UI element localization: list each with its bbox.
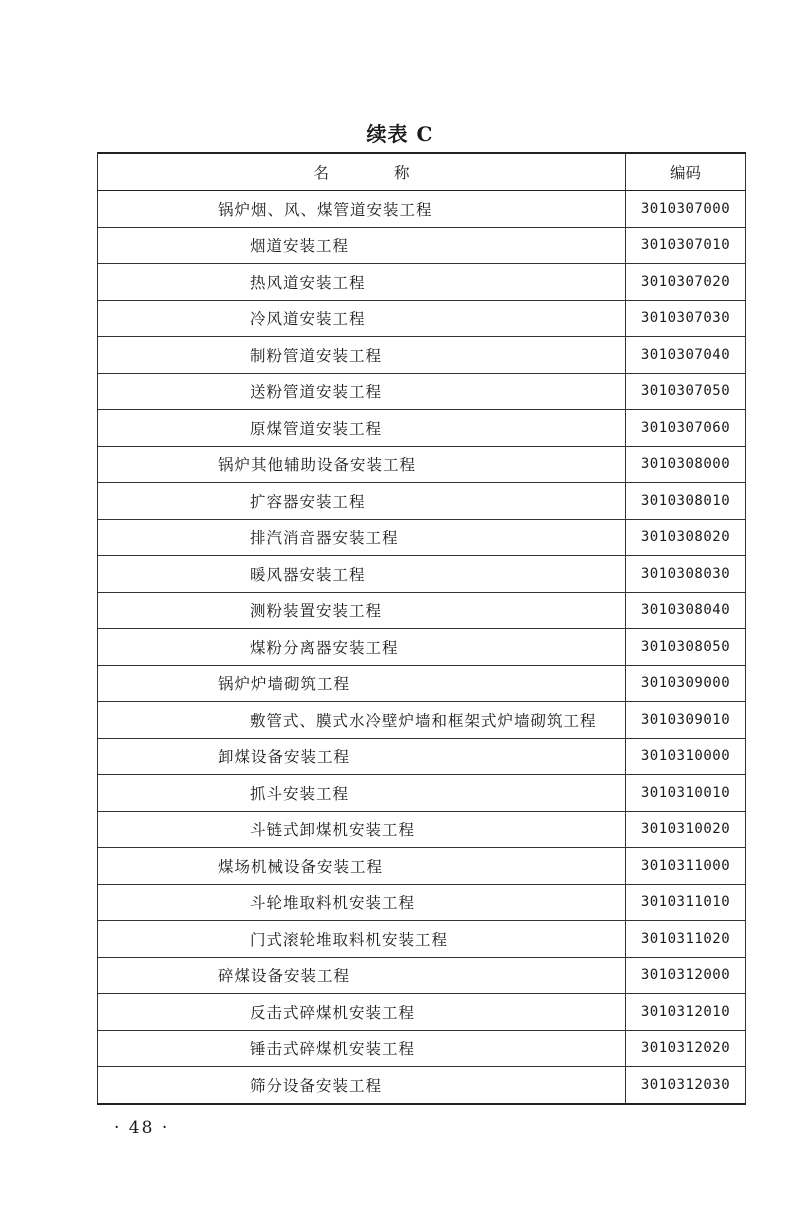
row-code-cell: 3010312030	[626, 1067, 746, 1104]
table-row	[98, 483, 746, 520]
table-title: 续表 C	[366, 122, 434, 146]
row-code-cell: 3010308000	[626, 446, 746, 483]
page-number: · 48 ·	[114, 1118, 170, 1138]
row-code-cell: 3010307050	[626, 373, 746, 410]
row-name-cell: 冷风道安装工程	[98, 300, 626, 337]
row-name-cell: 热风道安装工程	[98, 264, 626, 301]
row-code-cell: 3010308020	[626, 519, 746, 556]
row-name-cell: 暖风器安装工程	[98, 556, 626, 593]
row-code-cell: 3010307000	[626, 191, 746, 228]
table-row	[98, 994, 746, 1031]
table-row	[98, 1030, 746, 1067]
table-row	[98, 884, 746, 921]
row-code-cell: 3010308050	[626, 629, 746, 666]
row-code-cell: 3010310020	[626, 811, 746, 848]
row-code-cell: 3010311010	[626, 884, 746, 921]
table-row	[98, 921, 746, 958]
row-name-cell: 敷管式、膜式水冷壁炉墙和框架式炉墙砌筑工程	[98, 702, 626, 739]
row-code-cell: 3010307060	[626, 410, 746, 447]
code-column-header: 编码	[626, 153, 746, 191]
row-code-cell: 3010307010	[626, 227, 746, 264]
row-code-cell: 3010307030	[626, 300, 746, 337]
row-code-cell: 3010308040	[626, 592, 746, 629]
row-name-cell: 卸煤设备安装工程	[98, 738, 626, 775]
row-name-cell: 锅炉烟、风、煤管道安装工程	[98, 191, 626, 228]
table-row	[98, 702, 746, 739]
row-name-cell: 原煤管道安装工程	[98, 410, 626, 447]
table-row	[98, 775, 746, 812]
table-body	[98, 191, 746, 1104]
row-name-cell: 锤击式碎煤机安装工程	[98, 1030, 626, 1067]
row-name-cell: 测粉装置安装工程	[98, 592, 626, 629]
table-row	[98, 811, 746, 848]
table-row	[98, 957, 746, 994]
row-code-cell: 3010312000	[626, 957, 746, 994]
row-code-cell: 3010308010	[626, 483, 746, 520]
row-name-cell: 斗链式卸煤机安装工程	[98, 811, 626, 848]
row-code-cell: 3010312020	[626, 1030, 746, 1067]
table-row	[98, 373, 746, 410]
table-row	[98, 300, 746, 337]
row-name-cell: 筛分设备安装工程	[98, 1067, 626, 1104]
row-name-cell: 扩容器安装工程	[98, 483, 626, 520]
table-header-row	[98, 153, 746, 191]
table-row	[98, 410, 746, 447]
row-code-cell: 3010310000	[626, 738, 746, 775]
name-column-header: 名 称	[98, 153, 626, 191]
table-row	[98, 738, 746, 775]
row-code-cell: 3010311020	[626, 921, 746, 958]
row-code-cell: 3010309000	[626, 665, 746, 702]
row-code-cell: 3010307020	[626, 264, 746, 301]
row-name-cell: 抓斗安装工程	[98, 775, 626, 812]
row-name-cell: 制粉管道安装工程	[98, 337, 626, 374]
table-row	[98, 519, 746, 556]
code-table	[97, 152, 746, 1105]
row-name-cell: 斗轮堆取料机安装工程	[98, 884, 626, 921]
table-row	[98, 629, 746, 666]
row-name-cell: 碎煤设备安装工程	[98, 957, 626, 994]
row-code-cell: 3010312010	[626, 994, 746, 1031]
table-row	[98, 337, 746, 374]
table-row	[98, 446, 746, 483]
table-row	[98, 592, 746, 629]
row-name-cell: 烟道安装工程	[98, 227, 626, 264]
table-row	[98, 556, 746, 593]
table-row	[98, 1067, 746, 1104]
row-name-cell: 排汽消音器安装工程	[98, 519, 626, 556]
table-row	[98, 227, 746, 264]
row-name-cell: 煤场机械设备安装工程	[98, 848, 626, 885]
row-name-cell: 门式滚轮堆取料机安装工程	[98, 921, 626, 958]
row-code-cell: 3010309010	[626, 702, 746, 739]
row-name-cell: 反击式碎煤机安装工程	[98, 994, 626, 1031]
row-code-cell: 3010310010	[626, 775, 746, 812]
table-row	[98, 264, 746, 301]
row-code-cell: 3010311000	[626, 848, 746, 885]
row-name-cell: 锅炉炉墙砌筑工程	[98, 665, 626, 702]
row-code-cell: 3010308030	[626, 556, 746, 593]
table-row	[98, 191, 746, 228]
row-code-cell: 3010307040	[626, 337, 746, 374]
row-name-cell: 锅炉其他辅助设备安装工程	[98, 446, 626, 483]
table-row	[98, 848, 746, 885]
table-row	[98, 665, 746, 702]
row-name-cell: 送粉管道安装工程	[98, 373, 626, 410]
row-name-cell: 煤粉分离器安装工程	[98, 629, 626, 666]
